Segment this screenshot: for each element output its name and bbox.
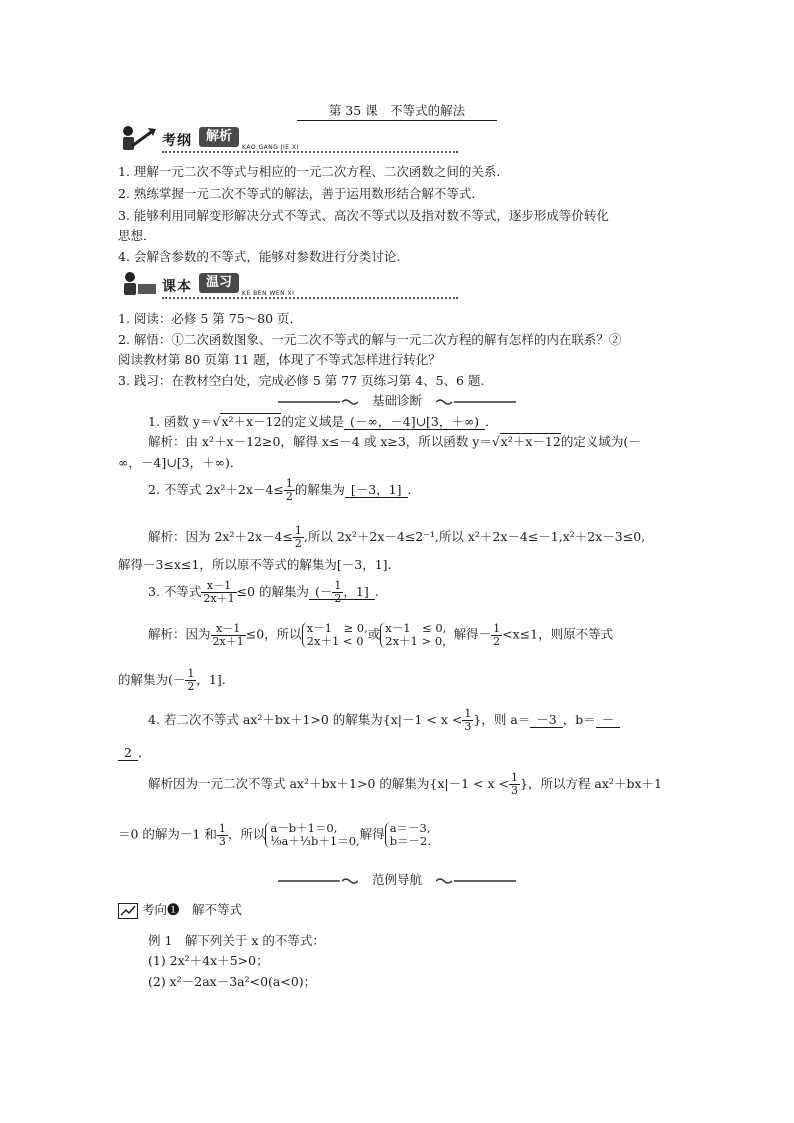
outline-item: 1. 理解一元二次不等式与相应的一元二次方程、二次函数之间的关系．: [118, 164, 509, 179]
review-item: 3. 践习：在教材空白处，完成必修 5 第 77 页练习第 4、5、6 题.: [118, 373, 485, 388]
section-heading-basic: 基础诊断: [0, 391, 794, 409]
banner-label: 考纲: [162, 133, 192, 149]
trend-arrow-icon: [118, 903, 138, 919]
question-3: 3. 不等式 $\frac{x-1}{2x+1}$ ≤0 的解集为 (－ $\frac{1}{2}$ ，1] .: [148, 579, 379, 605]
banner-pinyin: KAO GANG JIE XI: [242, 144, 299, 151]
answer-blank: [－3，1]: [345, 482, 408, 498]
answer-blank: －3: [530, 712, 562, 728]
banner-review: [118, 270, 458, 300]
example-item: (1) 2x²＋4x＋5>0；: [148, 953, 269, 968]
ornament-left-icon: [278, 877, 358, 885]
banner-outline: [118, 124, 458, 154]
outline-item: 3. 能够利用同解变形解决分式不等式、高次不等式以及指对数不等式，逐步形成等价转化: [118, 208, 609, 223]
answer-blank: (－∞，－4]∪[3，＋∞): [344, 414, 485, 430]
solution-2-line2: 解得－3≤x≤1，所以原不等式的解集为[－3，1].: [118, 557, 392, 572]
solution-3-line1: 解析：因为 $\frac{x-1}{2x+1}$ ≤0，所以 x－1 ≥ 0, 2x＋1 < 0 或 x－1 ≤ 0, 2x＋1 > 0， 解得－ $\frac{1}{2}$ <x≤1，则原不等式: [148, 621, 614, 648]
solution-2-line1: 解析：因为 2x²＋2x－4≤ $\frac{1}{2}$ ,所以 2x²＋2x－4≤2⁻¹,所以 x²＋2x－4≤－1,x²＋2x－3≤0,: [148, 524, 646, 550]
ornament-left-icon: [278, 398, 358, 406]
banner-label: 课本: [162, 279, 192, 295]
solution-4-line1: 解析因为一元二次不等式 ax²＋bx＋1>0 的解集为{x|－1 < x < $\frac{1}{3}$ }，所以方程 ax²＋bx＋1: [148, 771, 662, 797]
section-heading-examples: 范例导航: [0, 870, 794, 888]
ornament-right-icon: [436, 877, 516, 885]
question-2: 2. 不等式 2x²＋2x－4≤ $\frac{1}{2}$ 的解集为 [－3，1] ．: [148, 477, 421, 503]
outline-item: 4. 会解含参数的不等式，能够对参数进行分类讨论.: [118, 249, 401, 264]
example-item: (2) x²－2ax－3a²<0(a<0)；: [148, 974, 317, 989]
page-title: 第 35 课 不等式的解法: [0, 101, 794, 121]
review-item: 阅读教材第 80 页第 11 题，体现了不等式怎样进行转化？: [118, 352, 441, 367]
student-reading-icon: [118, 270, 160, 300]
banner-pinyin: KE BEN WEN XI: [242, 290, 295, 297]
direction-heading: 考向❶ 解不等式: [118, 900, 242, 919]
solution-3-line2: 的解集为(－ $\frac{1}{2}$ ，1].: [118, 667, 226, 693]
banner-boxed-label: 解析: [199, 127, 239, 147]
example-heading: 例 1 解下列关于 x 的不等式：: [148, 933, 325, 948]
ornament-right-icon: [436, 398, 516, 406]
review-item: 2. 解悟：①二次函数图象、一元二次不等式的解与一元二次方程的解有怎样的内在联系？②: [118, 332, 622, 347]
question-4-cont: 2 ．: [118, 743, 150, 761]
question-4: 4. 若二次不等式 ax²＋bx＋1>0 的解集为{x|－1 < x < $\frac{1}{3}$ }，则 a＝ －3 ，b＝ －: [148, 708, 620, 733]
answer-blank: －: [596, 712, 621, 728]
solution-1-line1: 解析：由 x²＋x－12≥0，解得 x≤－4 或 x≥3，所以函数 y＝√x²＋x－12的定义域为(－: [148, 434, 641, 449]
outline-item: 2. 熟练掌握一元二次不等式的解法，善于运用数形结合解不等式．: [118, 186, 484, 201]
student-arrow-icon: [118, 124, 160, 154]
solution-1-line2: ∞，－4]∪[3，＋∞)．: [118, 455, 243, 470]
banner-boxed-label: 温习: [199, 273, 239, 293]
answer-blank: (－ $\frac{1}{2}$ ，1]: [309, 584, 375, 600]
solution-4-line2: ＝0 的解为－1 和 $\frac{1}{3}$ ，所以 a－b＋1＝0, ¹⁄₉a＋¹⁄₃b＋1＝0, 解得 a＝－3, b＝－2.: [118, 821, 432, 848]
review-item: 1. 阅读：必修 5 第 75～80 页．: [118, 311, 303, 326]
question-1: 1. 函数 y＝√x²＋x－12的定义域是 (－∞，－4]∪[3，＋∞) ．: [148, 414, 498, 429]
outline-item: 思想．: [118, 228, 156, 243]
